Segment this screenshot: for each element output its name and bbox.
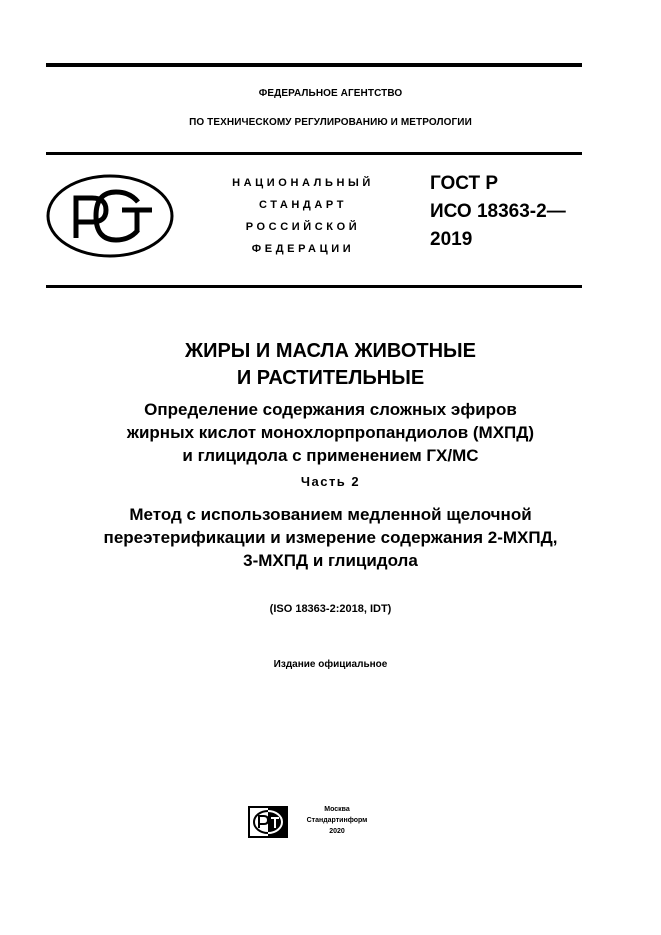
publisher-name: Стандартинформ <box>306 817 368 824</box>
method-line-3: 3-МХПД и глицидола <box>243 551 418 570</box>
method-title <box>0 503 661 572</box>
main-title-line-2: И РАСТИТЕЛЬНЫЕ <box>236 367 425 389</box>
iso-reference: (ISO 18363-2:2018, IDT) <box>269 603 392 615</box>
subtitle-line-1: Определение содержания сложных эфиров <box>144 400 517 419</box>
subtitle-line-3: и глицидола с применением ГХ/МС <box>182 446 479 465</box>
publisher-year: 2020 <box>329 828 345 835</box>
national-line-1: НАЦИОНАЛЬНЫЙ <box>232 177 374 189</box>
publisher-logo-icon <box>248 806 288 838</box>
national-line-3: РОССИЙСКОЙ <box>245 221 361 233</box>
method-line-2: переэтерификации и измерение содержания 2-МХПД, <box>103 528 558 547</box>
gost-r-logo-icon <box>46 174 176 258</box>
main-title-line-1: ЖИРЫ И МАСЛА ЖИВОТНЫЕ <box>185 340 476 362</box>
designation-line-1: ГОСТ Р <box>430 173 499 194</box>
edition-label: Издание официальное <box>273 659 388 670</box>
designation-line-3: 2019 <box>430 229 473 250</box>
designation-line-2: ИСО 18363-2— <box>430 201 566 222</box>
national-line-4: ФЕДЕРАЦИИ <box>251 243 355 255</box>
agency-line-2: ПО ТЕХНИЧЕСКОМУ РЕГУЛИРОВАНИЮ И МЕТРОЛОГИИ <box>189 117 472 128</box>
agency-line-1: ФЕДЕРАЛЬНОЕ АГЕНТСТВО <box>258 88 403 99</box>
subtitle <box>0 398 661 467</box>
publisher-city: Москва <box>324 806 350 813</box>
national-line-2: СТАНДАРТ <box>258 199 348 211</box>
title-rule <box>46 285 582 288</box>
part-label: Часть 2 <box>300 474 361 489</box>
national-standard-label <box>198 172 408 260</box>
method-line-1: Метод с использованием медленной щелочной <box>129 505 532 524</box>
standard-designation <box>430 170 566 254</box>
subtitle-line-2: жирных кислот монохлорпропандиолов (МХПД) <box>126 423 535 442</box>
top-rule <box>46 63 582 67</box>
main-title <box>0 338 661 392</box>
publisher-info <box>292 804 382 837</box>
header-rule <box>46 152 582 155</box>
